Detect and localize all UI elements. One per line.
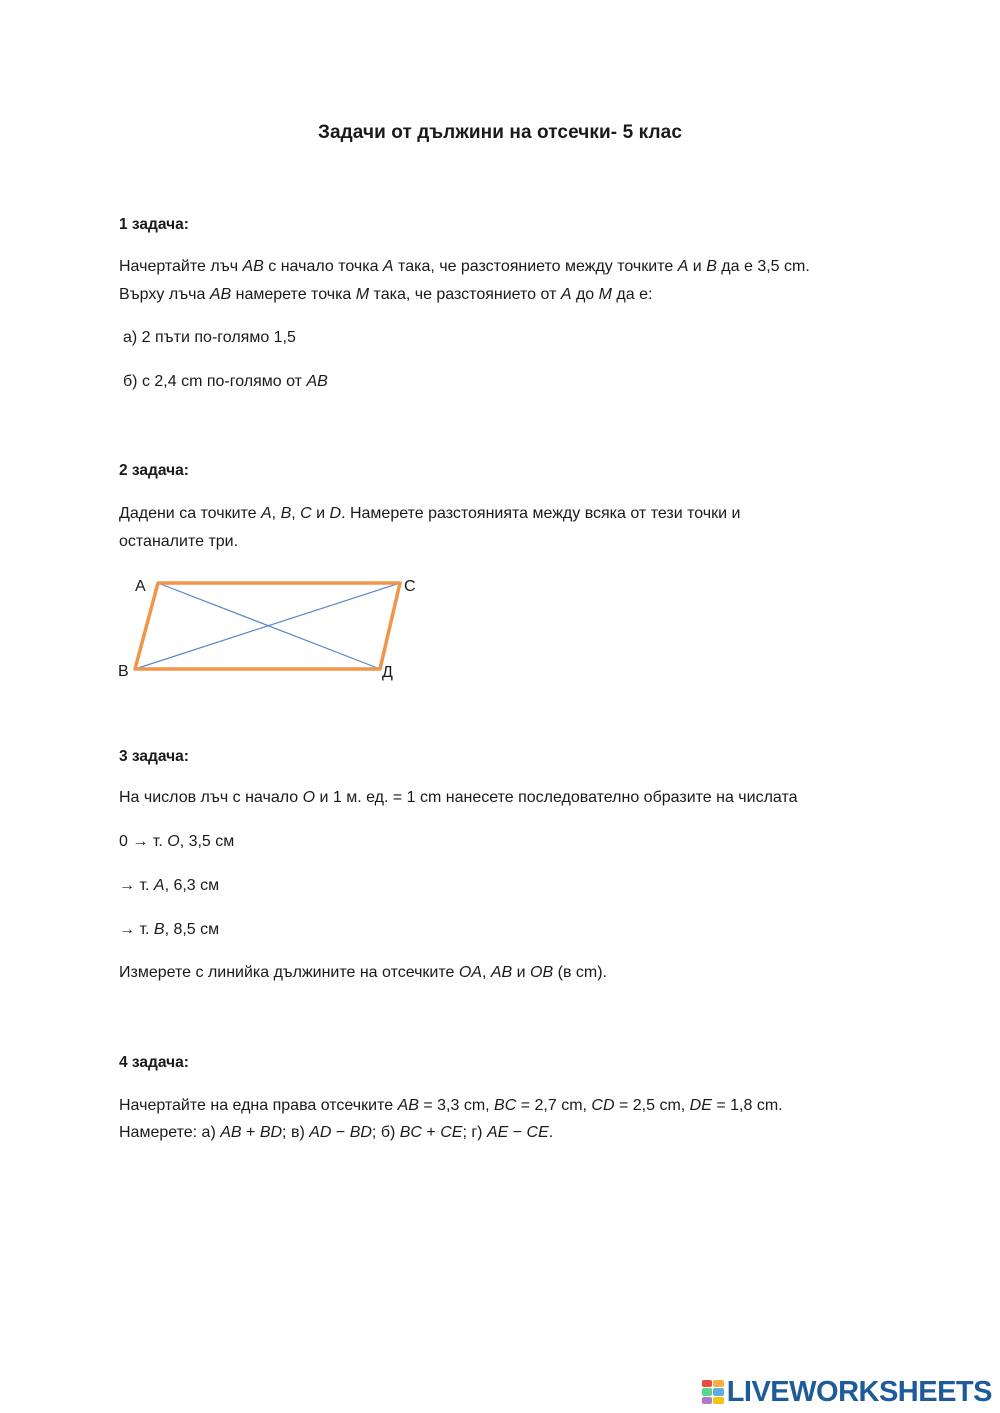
- task2-line2: останалите три.: [119, 533, 239, 550]
- task1-item-b: б) с 2,4 cm по-голямо от AB: [123, 373, 328, 390]
- diagonal-bc: [135, 583, 400, 669]
- task1-item-a: а) 2 пъти по-голямо 1,5: [123, 329, 296, 346]
- task3-line1: На числов лъч с начало O и 1 м. ед. = 1 cm нанесете последователно образите на числата: [119, 789, 798, 806]
- task1-heading: 1 задача:: [119, 216, 189, 233]
- task3-line5: Измерете с линийка дължините на отсечките OA, AB и OB (в cm).: [119, 964, 607, 981]
- parallelogram-figure: [110, 568, 430, 688]
- task3-line4: → т. B, 8,5 см: [119, 921, 220, 938]
- page-title: Задачи от дължини на отсечки- 5 клас: [317, 122, 683, 143]
- task2-heading: 2 задача:: [119, 462, 189, 479]
- label-a: А: [135, 578, 146, 595]
- label-b: В: [118, 663, 129, 680]
- task1-line1: Начертайте лъч AB с начало точка A така, че разстоянието между точките A и B да е 3,5 cm.: [119, 258, 810, 275]
- task1-line2: Върху лъча AB намерете точка M така, че разстоянието от A до M да е:: [119, 286, 653, 303]
- task3-line3: → т. A, 6,3 см: [119, 877, 220, 894]
- logo-text: LIVEWORKSHEETS: [726, 1375, 992, 1408]
- task3-heading: 3 задача:: [119, 748, 189, 765]
- liveworksheets-logo[interactable]: [702, 1377, 992, 1407]
- task3-line2: 0 → т. O, 3,5 см: [119, 833, 235, 850]
- task2-line1: Дадени са точките A, B, C и D. Намерете разстоянията между всяка от тези точки и: [119, 505, 741, 522]
- task4-heading: 4 задача:: [119, 1054, 189, 1071]
- label-c: С: [404, 578, 416, 595]
- label-d: Д: [382, 664, 393, 681]
- logo-mark-icon: [702, 1380, 724, 1404]
- task4-line2: Намерете: а) AB + BD; в) AD − BD; б) BC + CE; г) AE − CE.: [119, 1124, 554, 1141]
- task4-line1: Начертайте на една права отсечките AB = 3,3 cm, BC = 2,7 cm, CD = 2,5 cm, DE = 1,8 cm.: [119, 1097, 783, 1114]
